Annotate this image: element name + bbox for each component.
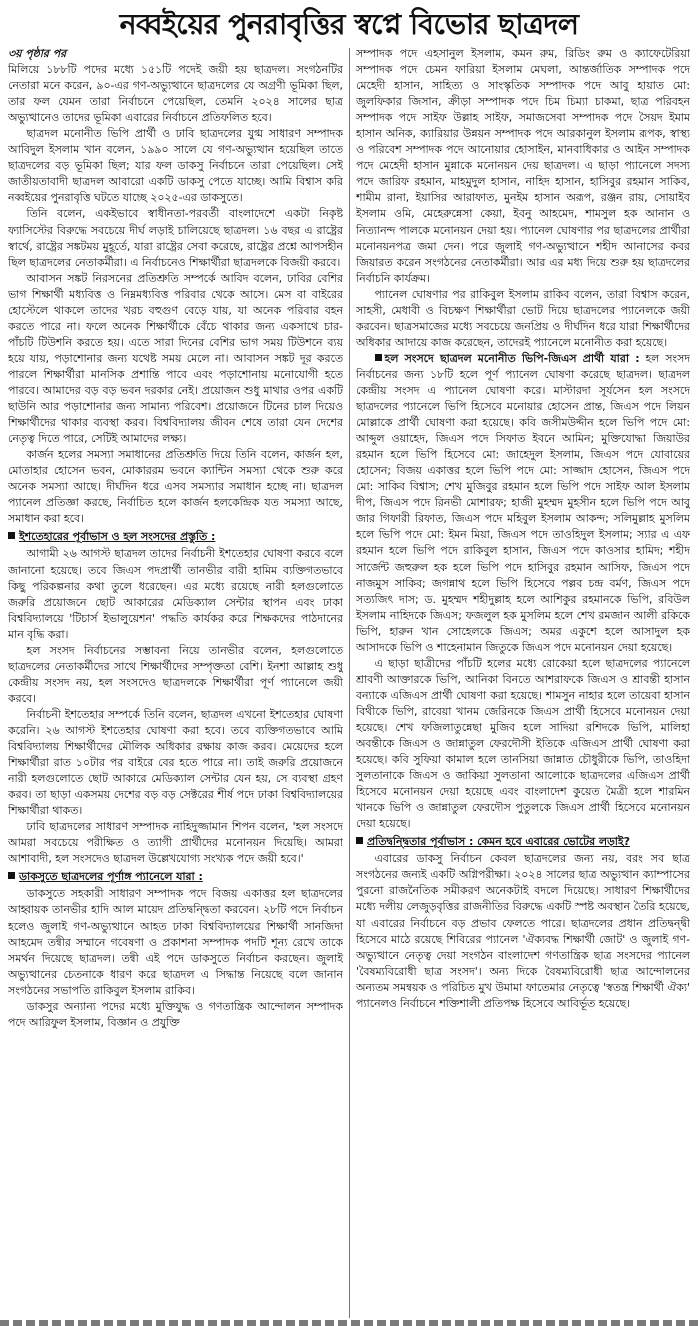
paragraph xyxy=(356,351,690,656)
next-article-headline-strip xyxy=(0,1320,698,1326)
run-in-heading xyxy=(375,352,640,365)
article-column-right xyxy=(356,46,690,1320)
subheading-text: ইশতেহারের পূর্বাভাস ও হল সংসদের প্রস্তুতি : xyxy=(19,530,216,544)
paragraph: তিনি বলেন, একইভাবে স্বাধীনতা-পরবর্তী বাংলাদেশে একটা নিকৃষ্ট ফ্যাসিস্টের বিরুদ্ধে সবচেয়ে দীর্ঘ লড়াই চালিয়েছে ছাত্রদল। ১৬ বছর এ রাষ্ট্রের স্বার্থে, রাষ্ট্রের সঙ্কটময় মুহূর্তে, যারা রাষ্ট্রের সেবা করেছে, রাষ্ট্রের প্রশ্নে আপসহীন ছিল ছাত্রদলের নেতাকর্মীরা। এ নির্বাচনেও শিক্ষার্থীরা ছাত্রদলকে বিজয়ী করবে। xyxy=(8,207,343,269)
subheading xyxy=(356,834,690,850)
article-column-left xyxy=(8,46,343,1320)
paragraph: এ ছাড়া ছাত্রীদের পাঁচটি হলের মধ্যে রোকেয়া হলে ছাত্রদলের প্যানেলে শ্রাবণী আক্তারকে ভিপি, আনিকা বিনতে আশরাফকে জিএস ও শ্রাবন্তী হাসান বন্যাকে এজিএস প্রার্থী ঘোষণা করা হয়েছে। শামসুন নাহার হলে তায়েবা হাসান বিথীকে ভিপি, রাবেয়া খানম জেরিনকে জিএস প্রার্থী হিসেবে মনোনয়ন দেয়া হয়েছে। শেখ ফজিলাতুন্নেছা মুজিব হলে সাদিয়া রশিদকে ভিপি, মালিহা অবন্তীকে জিএস ও জান্নাতুল ফেরদৌসী ইতিকে এজিএস প্রার্থী ঘোষণা করা হয়েছে। কবি সুফিয়া কামাল হলে তানসিয়া জান্নাত চৌধুরীকে ভিপি, তাওহিদা সুলতানাকে জিএস ও জাকিয়া সুলতানা আলোকে ছাত্রদলের এজিএস প্রার্থী হিসেবে মনোনয়ন দেয়া হয়েছে এবং বাংলাদেশ কুয়েত মৈত্রী হলে শারমিন খানকে ভিপি ও জান্নাতুল ফেরদৌস পুতুলকে জিএস প্রার্থী হিসেবে মনোনয়ন দেয়া হয়েছে। xyxy=(356,656,690,831)
square-bullet-icon xyxy=(375,354,382,361)
paragraph: ডাকসুর অন্যান্য পদের মধ্যে মুক্তিযুদ্ধ ও গণতান্ত্রিক আন্দোলন সম্পাদক পদে আরিফুল ইসলাম, বিজ্ঞান ও প্রযুক্তি xyxy=(8,999,343,1029)
square-bullet-icon xyxy=(8,532,15,539)
paragraph: কার্জন হলের সমস্যা সমাধানের প্রতিশ্রুতি দিয়ে তিনি বলেন, কার্জন হল, মোতাহার হোসেন ভবন, মোকাররম ভবনে ক্যান্টিন সমস্যা থেকে শুরু করে অনেক সমস্যা আছে। দীর্ঘদিন ধরে এসব সমস্যার সমাধান হচ্ছে না। ছাত্রদল প্যানেল প্রতিজ্ঞা করছে, নির্বাচিত হলে কার্জন হলকেন্দ্রিক যত সমস্যা আছে, সমাধান করা হবে। xyxy=(8,448,343,526)
paragraph: ছাত্রদল মনোনীত ভিপি প্রার্থী ও ঢাবি ছাত্রদলের যুগ্ম সাধারণ সম্পাদক আবিদুল ইসলাম খান বলেন, ১৯৯০ সালে যে গণ-অভ্যুত্থান হয়েছিল তাতে ছাত্রদলের বড় ভূমিকা ছিল; যার ফল ডাকসু নির্বাচনে তারা পেয়েছিল। সেই জাতীয়তাবাদী ছাত্রদল আবারো একটি ডাকসু পেতে যাচ্ছে। আমি বিশ্বাস করি নব্বইয়ের পুনরাবৃত্তি ঘটতে যাচ্ছে ২০২৫-এর ডাকসুতে। xyxy=(8,127,343,205)
paragraph: আগামী ২৬ আগস্ট ছাত্রদল তাদের নির্বাচনী ইশতেহার ঘোষণা করবে বলে জানানো হয়েছে। তবে জিএস পদপ্রার্থী তানভীর বারী হামিম ব্যক্তিগতভাবে কিছু পরিকল্পনার কথা তুলে ধরেছেন। এর মধ্যে রয়েছে নারী হলগুলোতে জরুরি প্রয়োজনে ছোট আকারের মেডিক্যাল সেন্টার স্থাপন এবং ঢাকা বিশ্ববিদ্যালয়ে 'টিচার্স ইভালুয়েশন' পদ্ধতি কার্যকর করে শিক্ষকদের পাঠদানের মান বৃদ্ধি করা। xyxy=(8,547,343,641)
paragraph: ডাকসুতে সহকারী সাধারণ সম্পাদক পদে বিজয় একাত্তর হল ছাত্রদলের আহ্বায়ক তানভীর হাদি আল মায়েদ প্রতিদ্বন্দ্বিতা করবেন। ২৮টি পদে নির্বাচন হলেও জুলাই গণ-অভ্যুত্থানে আহত ঢাকা বিশ্ববিদ্যালয়ের শিক্ষার্থী সানজিদা আহমেদ তন্বীর সম্মানে গবেষণা ও প্রকাশনা সম্পাদক পদটি শূন্য রেখে তাকে সমর্থন দিয়েছে ছাত্রদল। তন্বী এই পদে ডাকসুতে নির্বাচন করছেন। জুলাই অভ্যুত্থানের চেতনাকে ধারণ করে ছাত্রদল এ সিদ্ধান্ত নিয়েছে বলে জানান সংগঠনের সভাপতি রাকিবুল ইসলাম রাকিব। xyxy=(8,887,343,997)
paragraph: নির্বাচনী ইশতেহার সম্পর্কে তিনি বলেন, ছাত্রদল এখনো ইশতেহার ঘোষণা করেনি। ২৬ আগস্ট ইশতেহার ঘোষণা করা হবে। তবে ব্যক্তিগতভাবে আমি বিশ্ববিদ্যালয় শিক্ষার্থীদের মৌলিক অধিকার রক্ষায় কাজ করব। মেয়েদের হলে শিক্ষার্থীরা রাত ১০টার পর বাইরে বের হতে পারে না। তাই জরুরি প্রয়োজনে নারী হলগুলোতে ছোট আকারে মেডিক্যাল সেন্টার যেন হয়, সে ব্যবস্থা গ্রহণ করব। তা ছাড়া একসময় দেশের বড় বড় সেক্টরের শীর্ষ পদে ঢাকা বিশ্ববিদ্যালয়ের শিক্ষার্থীরা থাকত। xyxy=(8,707,343,818)
right-column-body xyxy=(356,46,690,1012)
paragraph: মিলিয়ে ১৮৮টি পদের মধ্যে ১৫১টি পদেই জয়ী হয় ছাত্রদল। সংগঠনটির নেতারা মনে করেন, ৯০-এর গণ-অভ্যুত্থানে ছাত্রদলের যে অগ্রণী ভূমিকা ছিল, তার ফল যেমন তারা নির্বাচনে পেয়েছিল, তেমনি ২০২৪ সালের ছাত্র অভ্যুত্থানেও তাদের ভূমিকা এবারের নির্বাচনে প্রতিফলিত হবে। xyxy=(8,63,343,125)
paragraph: আবাসন সঙ্কট নিরসনের প্রতিশ্রুতি সম্পর্কে আবিদ বলেন, ঢাবির বেশির ভাগ শিক্ষার্থী মধ্যবিত্ত ও নিম্নমধ্যবিত্ত পরিবার থেকে আসে। মেস বা বাইরের হোস্টেলে থাকলে তাদের খরচ বহুগুণ বেড়ে যায়, যা অনেক পরিবার বহন করতে পারে না। ফলে অনেক শিক্ষার্থীকে বেঁচে থাকার জন্য একসাথে চার-পাঁচটি টিউশনি করতে হয়। এতে সারা দিনের বেশির ভাগ সময় টিউশনে ব্যয় হয়ে যায়, পড়াশোনার জন্য যথেষ্ট সময় মেলে না। আবাসন সঙ্কট দূর করতে পারলে শিক্ষার্থীরা মানসিক প্রশান্তি পাবে এবং পড়াশোনায় মনোযোগী হতে পারবে। আমাদের বড় বড় ভবন দরকার নেই। প্রয়োজন শুধু মাথার ওপর একটি ছাউনি আর পড়াশোনার জন্য সামান্য পরিবেশ। প্রয়োজনে টিনের চাল দিয়েও শিক্ষার্থীদের থাকার ব্যবস্থা করব। বিশ্ববিদ্যালয় জীবন শেষে তারা যেন দেশের নেতৃত্ব দিতে পারে, সেটিই আমাদের লক্ষ্য। xyxy=(8,271,343,446)
headline: নব্বইয়ের পুনরাবৃত্তির স্বপ্নে বিভোর ছাত্রদল xyxy=(119,7,579,41)
column-divider xyxy=(349,48,350,1318)
paragraph: হল সংসদ নির্বাচনের সম্ভাবনা নিয়ে তানভীর বলেন, হলগুলোতে ছাত্রদলের নেতাকর্মীদের সাথে শিক্ষার্থীদের সম্পৃক্ততা বেশি। ইনশা আল্লাহ শুধু কেন্দ্রীয় সংসদ নয়, হল সংসদেও ছাত্রদলকে শিক্ষার্থীরা পূর্ণ প্যানেলে জয়ী করবে। xyxy=(8,643,343,705)
subheading-text: প্রতিদ্বন্দ্বিতার পূর্বাভাস : কেমন হবে এবারের ভোটের লড়াই? xyxy=(367,835,630,849)
paragraph: সম্পাদক পদে এহসানুল ইসলাম, কমন রুম, রিডিং রুম ও ক্যাফেটেরিয়া সম্পাদক পদে চেমন ফারিয়া ইসলাম মেঘলা, আন্তর্জাতিক সম্পাদক পদে মেহেদী হাসান, সাহিত্য ও সাংস্কৃতিক সম্পাদক পদে আবু হায়াত মো: জুলফিকার জিসান, ক্রীড়া সম্পাদক পদে চিম চিম্যা চাকমা, ছাত্র পরিবহন সম্পাদক পদে সাইফ উল্লাহ সাইফ, সমাজসেবা সম্পাদক পদে সৈয়দ ইমাম হাসান অনিক, ক্যারিয়ার উন্নয়ন সম্পাদক পদে আরকানুল ইসলাম রূপক, স্বাস্থ্য ও পরিবেশ সম্পাদক পদে আনোয়ার হোসাইন, মানবাধিকার ও আইন সম্পাদক পদে মেহেদী হাসান মুন্নাকে মনোনয়ন দেয় ছাত্রদল। এ ছাড়া প্যানেলে সদস্য পদে জারিফ রহমান, মাহমুদুল হাসান, নাহিদ হাসান, হাসিবুর রহমান সাকিব, শামীম রানা, ইয়াসির আরাফাত, মুনইম হাসান অরূপ, রঞ্জন রায়, সোয়াইব ইসলাম ওমি, মেহেরুন্নেসা কেয়া, ইবনু আহমেদ, শামসুল হক আনান ও নিত্যানন্দ পালকে মনোনয়ন দেয়া হয়। প্যানেল ঘোষণার পর ছাত্রদলের প্রার্থীরা মনোনয়নপত্র জমা দেন। পরে জুলাই গণ-অভ্যুত্থানে শহীদ আনাসের কবর জিয়ারত করেন সংগঠনের নেতাকর্মীরা। আর এর মধ্য দিয়ে শুরু হয় ছাত্রদলের নির্বাচনি কার্যক্রম। xyxy=(356,47,690,285)
paragraph: এবারের ডাকসু নির্বাচন কেবল ছাত্রদলের জন্য নয়, বরং সব ছাত্র সংগঠনের জন্যই একটি অগ্নিপরীক্ষা। ২০২৪ সালের ছাত্র অভ্যুত্থান ক্যাম্পাসের পুরনো রাজনৈতিক সমীকরণ অনেকটাই বদলে দিয়েছে। সাধারণ শিক্ষার্থীদের মধ্যে দলীয় লেজুড়বৃত্তির রাজনীতির বিরুদ্ধে একটি স্পষ্ট অবস্থান তৈরি হয়েছে, যা এবারের নির্বাচনে বড় প্রভাব ফেলতে পারে। ছাত্রদলের প্রধান প্রতিদ্বন্দ্বী হিসেবে মাঠে রয়েছে শিবিরের প্যানেল 'ঐক্যবদ্ধ শিক্ষার্থী জোট' ও জুলাই গণ-অভ্যুত্থানে নেতৃত্ব দেয়া সংগঠন বাংলাদেশ গণতান্ত্রিক ছাত্র সংসদের প্যানেল 'বৈষম্যবিরোধী ছাত্র সংসদ'। অন্য দিকে বৈষম্যবিরোধী ছাত্র আন্দোলনের অন্যতম সমন্বয়ক ও পরিচিত মুখ উমামা ফাতেমার নেতৃত্বে 'স্বতন্ত্র শিক্ষার্থী ঐক্য' প্যানেলও নির্বাচনে শক্তিশালী প্রতিপক্ষ হিসেবে আবির্ভূত হয়েছে। xyxy=(356,852,690,1010)
square-bullet-icon xyxy=(8,872,15,879)
kicker: ৩য় পৃষ্ঠার পর xyxy=(8,47,67,60)
paragraph: ঢাবি ছাত্রদলের সাধারণ সম্পাদক নাহিদুজ্জামান শিপন বলেন, 'হল সংসদে আমরা সবচেয়ে পরীক্ষিত ও ত্যাগী প্রার্থীদের মনোনয়ন দিয়েছি। আমরা আশাবাদী, হল সংসদেও ছাত্রদল উল্লেখযোগ্য সংখ্যক পদে জয়ী হবে।' xyxy=(8,820,343,866)
subheading-text: ডাকসুতে ছাত্রদলের পূর্ণাঙ্গ প্যানেলে যারা : xyxy=(19,870,203,884)
paragraph-text: হল সংসদ নির্বাচনের জন্য ১৮টি হলে পূর্ণ প্যানেল ঘোষণা করেছে ছাত্রদল। ছাত্রদল কেন্দ্রীয় সংসদ এ প্যানেল ঘোষণা করে। মাস্টারদা সূর্যসেন হল সংসদে ছাত্রদলের প্যানেলে ভিপি হিসেবে মনোয়ার হোসেন প্রান্ত, জিএস পদে লিয়ন মোল্লাকে প্রার্থী ঘোষণা করা হয়েছে। কবি জসীমউদ্দীন হলে ভিপি পদে মো: আব্দুল ওয়াহেদ, জিএস পদে সিফাত ইবনে আমিন; মুক্তিযোদ্ধা জিয়াউর রহমান হলে ভিপি হিসেবে মো: জাহেদুল ইসলাম, জিএস পদে যোবায়ের হোসেন; বিজয় একাত্তর হলে ভিপি পদে মো: সাজ্জাদ হোসেন, জিএস পদে মো: সাকিব বিশ্বাস; শেখ মুজিবুর রহমান হলে ভিপি পদে সাইফ আল ইসলাম দীপ, জিএস পদে রিনভী মোশারফ; হাজী মুহম্মদ মুহসীন হলে ভিপি পদে আবু জার গিফারী রিফাত, জিএস পদে মহিবুল ইসলাম আকন্দ; সলিমুল্লাহ মুসলিম হলে ভিপি পদে মো: ইমন মিয়া, জিএস পদে তাওহিদুল ইসলাম; স্যার এ এফ রহমান হলে ভিপি পদে রাকিবুল হাসান, জিএস পদে কাওসার হামিদ; শহীদ সার্জেন্ট জহুরুল হক হলে ভিপি পদে হাসিবুর রহমান আসিফ, জিএস পদে নাজমুস সাকিব; জগন্নাথ হলে ভিপি হিসেবে পল্লব চন্দ্র বর্মণ, জিএস পদে সত্যজিৎ দাস; ড. মুহম্মদ শহীদুল্লাহ হলে আশিকুর রহমানকে ভিপি, রবিউল ইসলাম নাহিদকে জিএস; ফজলুল হক মুসলিম হলে শেখ রমজান আলী রকিকে ভিপি, হারুন খান সোহেলকে জিএস; অমর একুশে হলে আসাদুল হক আসাদকে ভিপি ও শাহেনামান জিতুকে জিএস পদে মনোনয়ন দেয়া হয়েছে। xyxy=(356,351,690,654)
left-column-body xyxy=(8,62,343,1031)
subheading xyxy=(8,869,343,885)
run-in-heading-text: হল সংসদে ছাত্রদল মনোনীত ভিপি-জিএস প্রার্থী যারা : xyxy=(384,351,640,365)
paragraph: প্যানেল ঘোষণার পর রাকিবুল ইসলাম রাকিব বলেন, তারা বিশ্বাস করেন, সাহসী, মেধাবী ও বিচক্ষণ শিক্ষার্থীরা ভোট দিয়ে ছাত্রদলের প্যানেলকে জয়ী করবেন। ছাত্রসমাজের মধ্যে সবচেয়ে জনপ্রিয় ও দীর্ঘদিন ধরে যারা শিক্ষার্থীদের অধিকার আদায়ে কাজ করেছেন, তাদেরই প্যানেলে মনোনীত করা হয়েছে। xyxy=(356,287,690,349)
square-bullet-icon xyxy=(356,837,363,844)
subheading xyxy=(8,529,343,545)
